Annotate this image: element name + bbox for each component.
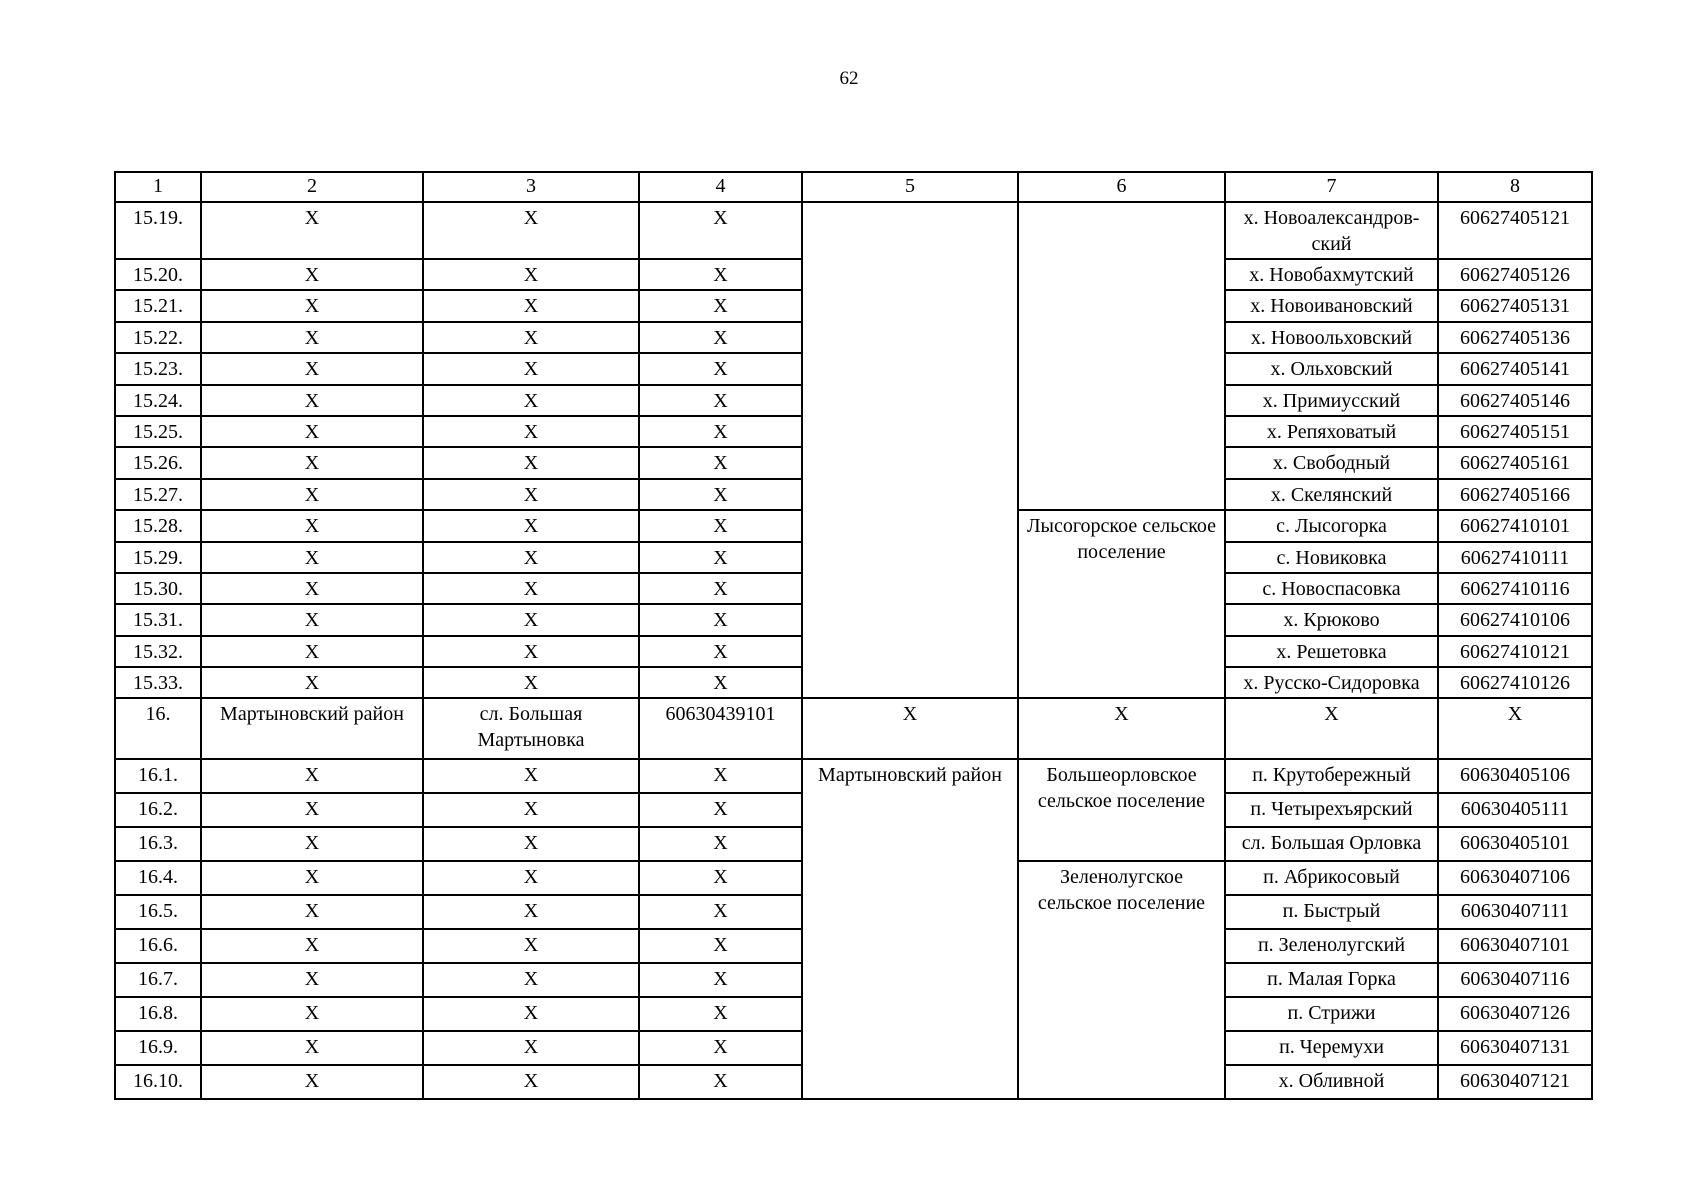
cell-col3: X: [423, 542, 639, 573]
cell-col2: X: [201, 1031, 423, 1065]
cell-col3: X: [423, 1065, 639, 1099]
row-number-cell: 16.5.: [115, 895, 201, 929]
cell-col4: X: [639, 604, 802, 635]
header-cell: 4: [639, 172, 802, 202]
locality-cell: п. Четырехъярский: [1225, 793, 1438, 827]
cell-col2: X: [201, 202, 423, 259]
header-cell: 2: [201, 172, 423, 202]
locality-cell: с. Новиковка: [1225, 542, 1438, 573]
cell-col3: X: [423, 759, 639, 793]
cell-col2: X: [201, 963, 423, 997]
row-number-cell: 15.29.: [115, 542, 201, 573]
header-cell: 7: [1225, 172, 1438, 202]
cell-col2: X: [201, 759, 423, 793]
oktmo-code-cell: 60630407101: [1438, 929, 1592, 963]
cell-col4: X: [639, 510, 802, 541]
cell-col3: X: [423, 479, 639, 510]
locality-cell: х. Свободный: [1225, 447, 1438, 478]
locality-cell: х. Репяховатый: [1225, 416, 1438, 447]
oktmo-code-cell: 60630407106: [1438, 861, 1592, 895]
cell-col3: X: [423, 667, 639, 698]
oktmo-code-cell: 60630405101: [1438, 827, 1592, 861]
table-row: [115, 202, 1592, 259]
cell-col4: X: [639, 929, 802, 963]
table-body: [115, 172, 1592, 1099]
cell-col3: X: [423, 604, 639, 635]
oktmo-code-cell: 60627405146: [1438, 385, 1592, 416]
cell-col4: X: [639, 759, 802, 793]
cell-col3: X: [423, 385, 639, 416]
cell-col4: X: [639, 963, 802, 997]
cell-col2: X: [201, 353, 423, 384]
header-cell: 5: [802, 172, 1018, 202]
cell-col2: X: [201, 259, 423, 290]
cell-col3: X: [423, 510, 639, 541]
cell-col2: X: [201, 290, 423, 321]
district-row-cell: X: [1018, 698, 1225, 759]
settlements-table: [114, 171, 1593, 1100]
oktmo-code-cell: 60630405106: [1438, 759, 1592, 793]
cell-col2: X: [201, 827, 423, 861]
locality-cell: х. Новоольховский: [1225, 322, 1438, 353]
header-row: [115, 172, 1592, 202]
cell-col4: X: [639, 667, 802, 698]
locality-cell: п. Зеленолугский: [1225, 929, 1438, 963]
row-number-cell: 15.32.: [115, 636, 201, 667]
district-row-cell: X: [1438, 698, 1592, 759]
district-cell: Мартыновский район: [802, 759, 1018, 1099]
header-cell: 3: [423, 172, 639, 202]
cell-col3: X: [423, 573, 639, 604]
settlement-cell: Большеорловское сельское поселение: [1018, 759, 1225, 861]
locality-cell: х. Русско-Сидоровка: [1225, 667, 1438, 698]
cell-col3: X: [423, 447, 639, 478]
locality-cell: сл. Большая Орловка: [1225, 827, 1438, 861]
row-number-cell: 16.1.: [115, 759, 201, 793]
table-row: [115, 698, 1592, 759]
cell-col4: X: [639, 573, 802, 604]
cell-col2: X: [201, 997, 423, 1031]
table-row: [115, 759, 1592, 793]
district-row-cell: сл. Большая Мартыновка: [423, 698, 639, 759]
row-number-cell: 15.30.: [115, 573, 201, 604]
locality-cell: х. Новоалександров-ский: [1225, 202, 1438, 259]
cell-col2: X: [201, 1065, 423, 1099]
cell-col4: X: [639, 1065, 802, 1099]
oktmo-code-cell: 60627410101: [1438, 510, 1592, 541]
locality-cell: х. Примиусский: [1225, 385, 1438, 416]
cell-col2: X: [201, 929, 423, 963]
district-row-cell: 60630439101: [639, 698, 802, 759]
oktmo-code-cell: 60630407131: [1438, 1031, 1592, 1065]
locality-cell: с. Лысогорка: [1225, 510, 1438, 541]
row-number-cell: 15.28.: [115, 510, 201, 541]
row-number-cell: 15.20.: [115, 259, 201, 290]
cell-col2: X: [201, 604, 423, 635]
settlement-cell: Лысогорское сельское поселение: [1018, 510, 1225, 698]
locality-cell: х. Решетовка: [1225, 636, 1438, 667]
settlement-cell: Зеленолугское сельское поселение: [1018, 861, 1225, 1099]
header-cell: 6: [1018, 172, 1225, 202]
row-number-cell: 16.4.: [115, 861, 201, 895]
cell-col3: X: [423, 895, 639, 929]
cell-col4: X: [639, 447, 802, 478]
cell-col3: X: [423, 997, 639, 1031]
oktmo-code-cell: 60627405131: [1438, 290, 1592, 321]
cell-col2: X: [201, 385, 423, 416]
oktmo-code-cell: 60627410116: [1438, 573, 1592, 604]
cell-col6-empty: [1018, 202, 1225, 510]
row-number-cell: 15.31.: [115, 604, 201, 635]
header-cell: 8: [1438, 172, 1592, 202]
row-number-cell: 16.10.: [115, 1065, 201, 1099]
locality-cell: х. Новоивановский: [1225, 290, 1438, 321]
cell-col2: X: [201, 542, 423, 573]
cell-col4: X: [639, 416, 802, 447]
cell-col2: X: [201, 416, 423, 447]
locality-cell: с. Новоспасовка: [1225, 573, 1438, 604]
locality-cell: п. Быстрый: [1225, 895, 1438, 929]
oktmo-code-cell: 60627410126: [1438, 667, 1592, 698]
locality-cell: х. Скелянский: [1225, 479, 1438, 510]
cell-col4: X: [639, 259, 802, 290]
cell-col4: X: [639, 793, 802, 827]
cell-col3: X: [423, 353, 639, 384]
district-row-cell: X: [1225, 698, 1438, 759]
cell-col4: X: [639, 202, 802, 259]
oktmo-code-cell: 60627405151: [1438, 416, 1592, 447]
row-number-cell: 16.6.: [115, 929, 201, 963]
row-number-cell: 15.21.: [115, 290, 201, 321]
cell-col2: X: [201, 322, 423, 353]
cell-col4: X: [639, 895, 802, 929]
cell-col4: X: [639, 542, 802, 573]
locality-cell: п. Абрикосовый: [1225, 861, 1438, 895]
cell-col2: X: [201, 510, 423, 541]
cell-col4: X: [639, 353, 802, 384]
row-number-cell: 15.26.: [115, 447, 201, 478]
oktmo-code-cell: 60630405111: [1438, 793, 1592, 827]
cell-col4: X: [639, 1031, 802, 1065]
oktmo-code-cell: 60627405141: [1438, 353, 1592, 384]
header-cell: 1: [115, 172, 201, 202]
cell-col2: X: [201, 861, 423, 895]
oktmo-code-cell: 60630407121: [1438, 1065, 1592, 1099]
locality-cell: х. Ольховский: [1225, 353, 1438, 384]
cell-col4: X: [639, 827, 802, 861]
cell-col2: X: [201, 895, 423, 929]
cell-col4: X: [639, 636, 802, 667]
cell-col3: X: [423, 929, 639, 963]
oktmo-code-cell: 60627405166: [1438, 479, 1592, 510]
page-number: 62: [839, 68, 859, 89]
district-row-cell: X: [802, 698, 1018, 759]
oktmo-code-cell: 60627410111: [1438, 542, 1592, 573]
row-number-cell: 15.33.: [115, 667, 201, 698]
cell-col5-empty: [802, 202, 1018, 698]
cell-col3: X: [423, 1031, 639, 1065]
locality-cell: х. Крюково: [1225, 604, 1438, 635]
row-number-cell: 15.23.: [115, 353, 201, 384]
cell-col3: X: [423, 259, 639, 290]
cell-col2: X: [201, 793, 423, 827]
cell-col3: X: [423, 636, 639, 667]
cell-col2: X: [201, 667, 423, 698]
cell-col4: X: [639, 290, 802, 321]
oktmo-code-cell: 60627405126: [1438, 259, 1592, 290]
row-number-cell: 16.8.: [115, 997, 201, 1031]
cell-col4: X: [639, 997, 802, 1031]
row-number-cell: 15.22.: [115, 322, 201, 353]
oktmo-code-cell: 60630407126: [1438, 997, 1592, 1031]
oktmo-code-cell: 60627405136: [1438, 322, 1592, 353]
row-number-cell: 16.3.: [115, 827, 201, 861]
cell-col4: X: [639, 322, 802, 353]
row-number-cell: 16.9.: [115, 1031, 201, 1065]
cell-col3: X: [423, 322, 639, 353]
cell-col2: X: [201, 447, 423, 478]
district-row-cell: Мартыновский район: [201, 698, 423, 759]
cell-col2: X: [201, 636, 423, 667]
cell-col4: X: [639, 861, 802, 895]
oktmo-code-cell: 60630407111: [1438, 895, 1592, 929]
cell-col3: X: [423, 861, 639, 895]
row-number-cell: 15.24.: [115, 385, 201, 416]
row-number-cell: 16.: [115, 698, 201, 759]
row-number-cell: 15.19.: [115, 202, 201, 259]
oktmo-code-cell: 60627405121: [1438, 202, 1592, 259]
cell-col3: X: [423, 290, 639, 321]
cell-col2: X: [201, 573, 423, 604]
locality-cell: п. Стрижи: [1225, 997, 1438, 1031]
locality-cell: х. Новобахмутский: [1225, 259, 1438, 290]
cell-col3: X: [423, 416, 639, 447]
oktmo-code-cell: 60630407116: [1438, 963, 1592, 997]
locality-cell: п. Черемухи: [1225, 1031, 1438, 1065]
row-number-cell: 16.7.: [115, 963, 201, 997]
locality-cell: х. Обливной: [1225, 1065, 1438, 1099]
cell-col4: X: [639, 385, 802, 416]
locality-cell: п. Малая Горка: [1225, 963, 1438, 997]
cell-col3: X: [423, 793, 639, 827]
cell-col2: X: [201, 479, 423, 510]
cell-col3: X: [423, 963, 639, 997]
cell-col3: X: [423, 827, 639, 861]
oktmo-code-cell: 60627410106: [1438, 604, 1592, 635]
row-number-cell: 15.27.: [115, 479, 201, 510]
oktmo-code-cell: 60627405161: [1438, 447, 1592, 478]
oktmo-code-cell: 60627410121: [1438, 636, 1592, 667]
cell-col4: X: [639, 479, 802, 510]
row-number-cell: 15.25.: [115, 416, 201, 447]
locality-cell: п. Крутобережный: [1225, 759, 1438, 793]
row-number-cell: 16.2.: [115, 793, 201, 827]
cell-col3: X: [423, 202, 639, 259]
